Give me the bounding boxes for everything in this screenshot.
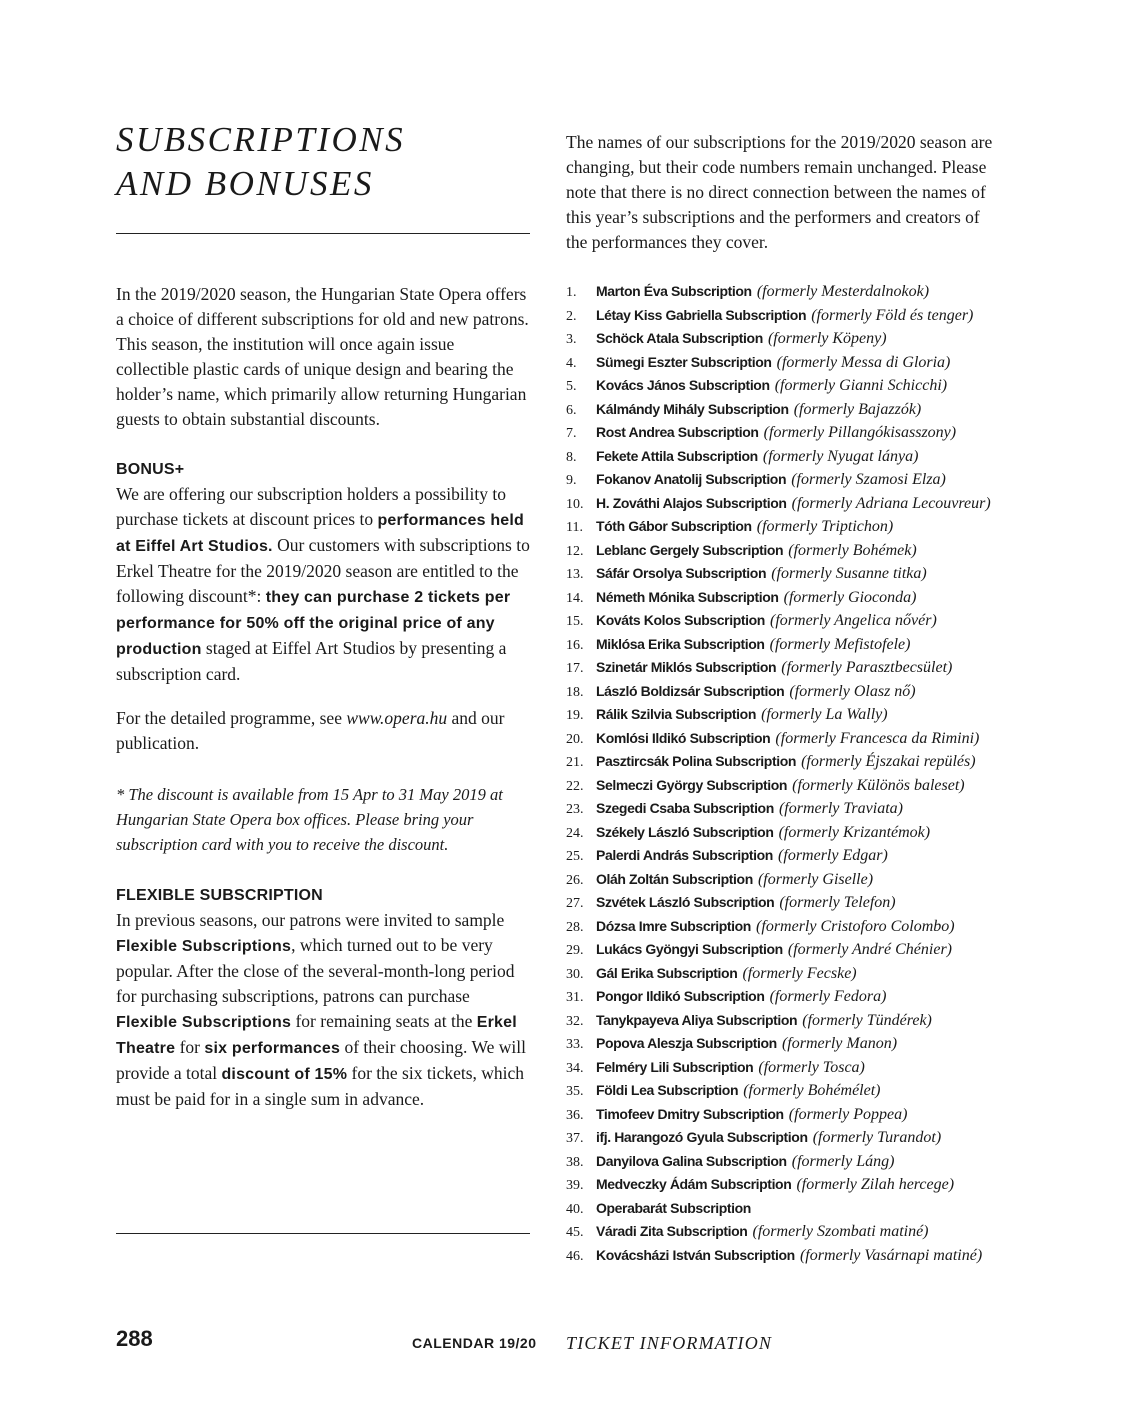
bonus-text-3: staged at Eiffel Art Studios by presenting a subscription card. <box>116 638 507 684</box>
subscription-former-name: (formerly Mesterdalnokok) <box>756 283 930 300</box>
title-line-1: SUBSCRIPTIONS <box>116 120 406 159</box>
subscription-number: 12. <box>566 543 584 559</box>
subscription-former-name: (formerly Mefistofele) <box>769 635 911 653</box>
list-item <box>566 303 1026 327</box>
subscription-former-name: (formerly André Chénier) <box>787 941 953 958</box>
intro-paragraph: In the 2019/2020 season, the Hungarian State Opera offers a choice of different subscriptions for old and new patrons. This season, the institution will once again issue collectible plastic cards of unique design and bearing the holder’s name, which primarily allow returning Hungarian guests to obtain substantial discounts. <box>116 284 529 429</box>
flexible-subscription-section <box>116 883 530 1112</box>
subscription-former-name: (formerly Bohémek) <box>788 541 917 559</box>
list-item <box>566 820 1026 844</box>
list-item <box>566 632 1026 656</box>
subscription-number: 14. <box>566 590 584 606</box>
subscription-name: Popova Aleszja Subscription <box>596 1035 777 1051</box>
flexible-heading: FLEXIBLE SUBSCRIPTION <box>116 887 323 904</box>
bonus-bold-2: they can purchase 2 tickets per performance for 50% off the original price of any production <box>116 589 511 658</box>
page-number: 288 <box>116 1326 153 1351</box>
list-item <box>566 796 1026 820</box>
subscription-former-name: (formerly Szamosi Elza) <box>791 471 946 488</box>
subscription-former-name: (formerly Vasárnapi matiné) <box>799 1246 983 1264</box>
list-item <box>566 914 1026 938</box>
subscription-number: 31. <box>566 990 584 1005</box>
page-title <box>116 118 530 206</box>
subscription-name: Szvétek László Subscription <box>596 894 775 910</box>
subscription-former-name: (formerly Cristoforo Colombo) <box>756 917 955 935</box>
title-line-2: AND BONUSES <box>116 164 374 203</box>
subscription-names-intro: The names of our subscriptions for the 2019/2020 season are changing, but their code numbers remain unchanged. Please note that there is no direct connection between the names of this year’s subscriptions and the performers and creators of the performances they cover. <box>566 132 993 252</box>
list-item <box>566 1102 1026 1126</box>
list-item <box>566 937 1026 961</box>
bonus-text-2: Our customers with subscriptions to Erkel Theatre for the 2019/2020 season are entitled to the following discount*: <box>116 535 530 606</box>
list-item <box>566 491 1026 515</box>
list-item <box>566 538 1026 562</box>
list-item <box>566 373 1026 397</box>
flexible-text-1: In previous seasons, our patrons were invited to sample <box>116 910 505 930</box>
subscription-list <box>566 279 1026 1266</box>
subscription-former-name: (formerly Tosca) <box>758 1058 865 1076</box>
list-item <box>566 350 1026 374</box>
subscription-number: 34. <box>566 1060 584 1076</box>
subscription-number: 21. <box>566 755 584 770</box>
flexible-bold-4: six performances <box>204 1040 341 1057</box>
list-item <box>566 749 1026 773</box>
bonus-bold-1: performances held at Eiffel Art Studios. <box>116 512 525 555</box>
subscription-name: Kálmándy Mihály Subscription <box>596 400 789 417</box>
subscription-former-name: (formerly Bohémélet) <box>743 1082 881 1099</box>
subscription-former-name: (formerly Telefon) <box>779 894 896 911</box>
flexible-text-6: for the six tickets, which must be paid for in a single sum in advance. <box>116 1063 525 1109</box>
subscription-number: 29. <box>566 943 584 958</box>
flexible-bold-2: Flexible Subscriptions <box>116 1014 292 1031</box>
subscription-number: 35. <box>566 1084 584 1099</box>
flexible-bold-1: Flexible Subscriptions <box>116 938 292 955</box>
subscription-former-name: (formerly Traviata) <box>778 800 903 817</box>
subscription-name: Fekete Attila Subscription <box>596 447 758 464</box>
list-item <box>566 1196 1026 1220</box>
list-item <box>566 843 1026 867</box>
flexible-text-2: , which turned out to be very popular. After the close of the several-month-long period for purchasing subscriptions, patrons can purchase <box>116 935 515 1006</box>
subscription-name: László Boldizsár Subscription <box>596 682 785 699</box>
list-item <box>566 1078 1026 1102</box>
subscription-number: 38. <box>566 1154 584 1170</box>
subscription-name: Danyilova Galina Subscription <box>596 1152 787 1169</box>
subscription-name: Váradi Zita Subscription <box>596 1223 748 1239</box>
subscription-former-name: (formerly Fedora) <box>769 988 887 1005</box>
flexible-text-4: for <box>175 1037 205 1057</box>
subscription-number: 36. <box>566 1107 584 1123</box>
subscription-name: Palerdi András Subscription <box>596 847 773 863</box>
list-item <box>566 773 1026 797</box>
subscription-name: Földi Lea Subscription <box>596 1082 739 1098</box>
subscription-number: 8. <box>566 449 577 465</box>
list-item <box>566 1219 1026 1243</box>
subscription-former-name: (formerly Különös baleset) <box>792 776 965 794</box>
programme-text-2: and our publication. <box>116 708 505 753</box>
subscription-former-name: (formerly Angelica nővér) <box>770 612 937 629</box>
subscription-former-name: (formerly Francesca da Rimini) <box>775 729 980 747</box>
subscription-name: ifj. Harangozó Gyula Subscription <box>596 1129 808 1145</box>
subscription-name: Timofeev Dmitry Subscription <box>596 1105 784 1122</box>
subscription-number: 23. <box>566 802 584 817</box>
subscription-name: Kováts Kolos Subscription <box>596 612 765 628</box>
subscription-number: 3. <box>566 332 577 347</box>
subscription-name: Medveczky Ádám Subscription <box>596 1176 792 1192</box>
list-item <box>566 608 1026 632</box>
subscription-number: 25. <box>566 849 584 864</box>
list-item <box>566 514 1026 538</box>
subscription-former-name: (formerly Giselle) <box>757 870 874 888</box>
list-item <box>566 726 1026 750</box>
subscription-number: 37. <box>566 1131 584 1146</box>
subscription-former-name: (formerly Tündérek) <box>802 1011 932 1029</box>
subscription-number: 15. <box>566 614 584 629</box>
bonus-section <box>116 457 530 687</box>
subscription-number: 26. <box>566 872 584 888</box>
subscription-name: Lukács Gyöngyi Subscription <box>596 941 783 957</box>
subscription-name: Fokanov Anatolij Subscription <box>596 471 787 487</box>
subscription-number: 20. <box>566 731 584 747</box>
subscription-name: Németh Mónika Subscription <box>596 588 779 605</box>
subscription-number: 28. <box>566 919 584 935</box>
subscription-name: Dózsa Imre Subscription <box>596 917 751 934</box>
subscription-name: Leblanc Gergely Subscription <box>596 541 784 558</box>
subscription-number: 45. <box>566 1225 584 1240</box>
subscription-name: Tóth Gábor Subscription <box>596 518 752 534</box>
subscription-number: 18. <box>566 684 584 700</box>
subscription-number: 13. <box>566 567 584 582</box>
subscription-number: 11. <box>566 520 583 535</box>
subscription-number: 10. <box>566 496 584 512</box>
subscription-number: 46. <box>566 1248 584 1264</box>
subscription-name: Sáfár Orsolya Subscription <box>596 565 767 581</box>
flexible-text-5: of their choosing. We will provide a total <box>116 1037 526 1083</box>
list-item <box>566 585 1026 609</box>
list-item <box>566 702 1026 726</box>
bonus-paragraph <box>116 482 530 687</box>
subscription-name: Szinetár Miklós Subscription <box>596 659 777 675</box>
subscription-number: 33. <box>566 1037 584 1052</box>
subscription-number: 17. <box>566 661 584 676</box>
flexible-text-3: for remaining seats at the <box>291 1011 477 1031</box>
subscription-number: 32. <box>566 1013 584 1029</box>
subscription-number: 7. <box>566 426 577 441</box>
subscription-name: Tanykpayeva Aliya Subscription <box>596 1011 798 1028</box>
subscription-name: Marton Éva Subscription <box>596 283 752 299</box>
list-item <box>566 961 1026 985</box>
list-item <box>566 444 1026 468</box>
flexible-paragraph <box>116 908 530 1112</box>
subscription-former-name: (formerly Szombati matiné) <box>752 1223 929 1240</box>
subscription-former-name: (formerly Nyugat lánya) <box>762 447 919 465</box>
list-item <box>566 420 1026 444</box>
subscription-former-name: (formerly Messa di Gloria) <box>776 353 951 371</box>
list-item <box>566 397 1026 421</box>
subscription-former-name: (formerly Láng) <box>791 1152 895 1170</box>
subscription-former-name: (formerly Föld és tenger) <box>811 306 974 324</box>
subscription-name: Rost Andrea Subscription <box>596 424 759 440</box>
list-item <box>566 1149 1026 1173</box>
flexible-bold-5: discount of 15% <box>221 1066 348 1083</box>
list-item <box>566 279 1026 303</box>
subscription-number: 16. <box>566 637 584 653</box>
subscription-number: 40. <box>566 1201 584 1217</box>
list-item <box>566 1031 1026 1055</box>
subscription-name: Miklósa Erika Subscription <box>596 635 765 652</box>
subscription-name: Sümegi Eszter Subscription <box>596 353 772 370</box>
subscription-former-name: (formerly La Wally) <box>761 706 888 723</box>
subscription-former-name: (formerly Susanne titka) <box>771 565 927 582</box>
subscription-former-name: (formerly Pillangókisasszony) <box>763 424 957 441</box>
programme-text-1: For the detailed programme, see <box>116 708 347 728</box>
subscription-name: Pongor Ildikó Subscription <box>596 988 765 1004</box>
bonus-heading: BONUS+ <box>116 461 185 478</box>
subscription-number: 6. <box>566 402 577 418</box>
subscription-number: 19. <box>566 708 584 723</box>
subscription-number: 24. <box>566 825 584 841</box>
subscription-number: 9. <box>566 473 577 488</box>
list-item <box>566 867 1026 891</box>
subscription-number: 5. <box>566 379 577 394</box>
list-item <box>566 679 1026 703</box>
subscription-name: Kovács János Subscription <box>596 377 770 393</box>
list-item <box>566 1125 1026 1149</box>
subscription-name: Gál Erika Subscription <box>596 964 738 981</box>
discount-footnote: * The discount is available from 15 Apr to 31 May 2019 at Hungarian State Opera box offices. Please bring your subscription card with you to receive the discount. <box>116 785 503 854</box>
subscription-name: Kovácsházi István Subscription <box>596 1246 795 1263</box>
subscription-name: Selmeczi György Subscription <box>596 776 788 793</box>
list-item <box>566 655 1026 679</box>
footer-calendar: CALENDAR 19/20 <box>412 1335 537 1351</box>
subscription-name: Schöck Atala Subscription <box>596 330 763 346</box>
subscription-former-name: (formerly Köpeny) <box>767 330 887 347</box>
flexible-bold-3: Erkel Theatre <box>116 1014 517 1057</box>
subscription-name: Felméry Lili Subscription <box>596 1058 754 1075</box>
subscription-name: Szegedi Csaba Subscription <box>596 800 774 816</box>
subscription-name: Pasztircsák Polina Subscription <box>596 753 796 769</box>
subscription-former-name: (formerly Adriana Lecouvreur) <box>791 494 991 512</box>
opera-website-link[interactable]: www.opera.hu <box>346 708 448 728</box>
list-item <box>566 326 1026 350</box>
subscription-name: Operabarát Subscription <box>596 1199 751 1216</box>
subscription-number: 27. <box>566 896 584 911</box>
subscription-name: H. Zováthi Alajos Subscription <box>596 494 787 511</box>
subscription-number: 30. <box>566 966 584 982</box>
subscription-former-name: (formerly Gianni Schicchi) <box>774 377 948 394</box>
subscription-former-name: (formerly Triptichon) <box>756 518 894 535</box>
list-item <box>566 467 1026 491</box>
subscription-name: Létay Kiss Gabriella Subscription <box>596 306 807 323</box>
subscription-former-name: (formerly Éjszakai repülés) <box>801 753 976 770</box>
subscription-former-name: (formerly Olasz nő) <box>789 682 916 700</box>
divider-bottom <box>116 1233 530 1234</box>
subscription-number: 1. <box>566 285 577 300</box>
subscription-name: Komlósi Ildikó Subscription <box>596 729 771 746</box>
list-item <box>566 890 1026 914</box>
subscription-name: Rálik Szilvia Subscription <box>596 706 756 722</box>
subscription-former-name: (formerly Zilah hercege) <box>796 1176 955 1193</box>
subscription-former-name: (formerly Poppea) <box>788 1105 908 1123</box>
list-item <box>566 1055 1026 1079</box>
list-item <box>566 1172 1026 1196</box>
list-item <box>566 1243 1026 1267</box>
subscription-number: 4. <box>566 355 577 371</box>
list-item <box>566 1008 1026 1032</box>
bonus-text-1: We are offering our subscription holders a possibility to purchase tickets at discount prices to <box>116 484 506 529</box>
subscription-former-name: (formerly Turandot) <box>812 1129 942 1146</box>
subscription-former-name: (formerly Manon) <box>781 1035 898 1052</box>
programme-paragraph <box>116 706 530 756</box>
list-item <box>566 561 1026 585</box>
divider-top <box>116 233 530 234</box>
subscription-name: Oláh Zoltán Subscription <box>596 870 753 887</box>
subscription-number: 2. <box>566 308 577 324</box>
subscription-number: 39. <box>566 1178 584 1193</box>
subscription-number: 22. <box>566 778 584 794</box>
subscription-former-name: (formerly Fecske) <box>742 964 857 982</box>
subscription-former-name: (formerly Parasztbecsület) <box>781 659 953 676</box>
footer-section-title: TICKET INFORMATION <box>566 1333 773 1353</box>
subscription-name: Székely László Subscription <box>596 823 774 840</box>
subscription-former-name: (formerly Bajazzók) <box>793 400 922 418</box>
subscription-former-name: (formerly Edgar) <box>778 847 888 864</box>
list-item <box>566 984 1026 1008</box>
subscription-former-name: (formerly Gioconda) <box>783 588 917 606</box>
title-block <box>116 118 530 206</box>
subscription-former-name: (formerly Krizantémok) <box>778 823 931 841</box>
